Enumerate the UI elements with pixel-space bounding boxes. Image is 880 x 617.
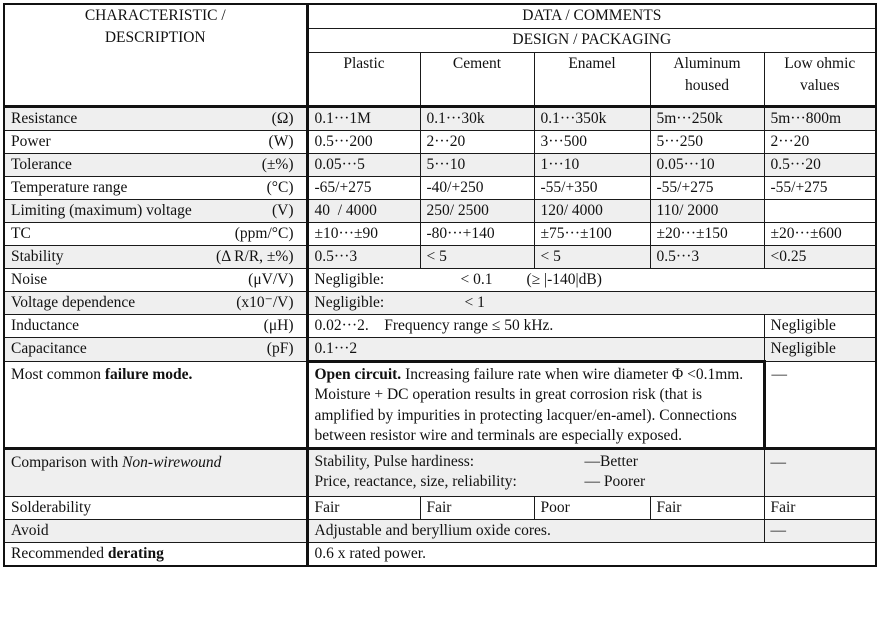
table-cell: ±20···±150	[650, 222, 764, 245]
avoid-low-ohmic: —	[764, 519, 876, 542]
table-cell: 250/ 2500	[420, 199, 534, 222]
noise-text-b: < 0.1	[460, 270, 493, 288]
table-row	[4, 245, 876, 268]
row-label-tolerance: Tolerance (±%)	[4, 153, 307, 176]
row-label-voltage-dependence: Voltage dependence (x10⁻/V)	[4, 291, 307, 314]
failure-mode-low-ohmic: —	[764, 361, 876, 448]
table-cell	[764, 199, 876, 222]
noise-cell	[307, 268, 876, 291]
row-label-stability: Stability (Δ R/R, ±%)	[4, 245, 307, 268]
table-cell: 5···10	[420, 153, 534, 176]
derating-label-bold: derating	[107, 544, 164, 562]
table-row	[4, 268, 876, 291]
table-cell: Fair	[307, 496, 420, 519]
table-cell: Poor	[534, 496, 650, 519]
noise-text-a: Negligible:	[314, 270, 385, 288]
row-label-comparison: Comparison with Non-wirewound	[4, 448, 307, 496]
table-cell: 0.5···3	[307, 245, 420, 268]
table-cell: -55/+350	[534, 176, 650, 199]
column-header-aluminum-housed: Aluminum housed	[650, 52, 764, 106]
voltage-dependence-cell	[307, 291, 876, 314]
table-cell: 120/ 4000	[534, 199, 650, 222]
noise-text-c: (≥ |-140|dB)	[526, 270, 602, 288]
table-cell: Fair	[650, 496, 764, 519]
table-row	[4, 291, 876, 314]
comparison-label-italic: Non-wirewound	[122, 453, 222, 471]
table-row	[4, 337, 876, 361]
table-cell: -40/+250	[420, 176, 534, 199]
table-cell: 3···500	[534, 130, 650, 153]
table-cell: Fair	[420, 496, 534, 519]
column-header-low-ohmic: Low ohmic values	[764, 52, 876, 106]
row-label-solderability: Solderability	[4, 496, 307, 519]
table-cell: < 5	[420, 245, 534, 268]
table-cell: -55/+275	[764, 176, 876, 199]
table-row	[4, 106, 876, 130]
row-label-derating: Recommended derating	[4, 542, 307, 566]
voltage-dep-text-b: < 1	[464, 293, 485, 311]
table-cell: 110/ 2000	[650, 199, 764, 222]
table-cell: 0.1···30k	[420, 106, 534, 130]
table-cell: 0.5···200	[307, 130, 420, 153]
table-row	[4, 519, 876, 542]
data-comments-header: DATA / COMMENTS	[307, 4, 876, 28]
table-cell: ±10···±90	[307, 222, 420, 245]
comparison-line2-b: — Poorer	[584, 472, 646, 490]
table-row	[4, 153, 876, 176]
table-row	[4, 130, 876, 153]
table-row	[4, 496, 876, 519]
column-header-cement: Cement	[420, 52, 534, 106]
comparison-cell	[307, 448, 764, 496]
row-label-temperature-range: Temperature range (°C)	[4, 176, 307, 199]
row-label-inductance: Inductance (μH)	[4, 314, 307, 337]
row-label-capacitance: Capacitance (pF)	[4, 337, 307, 361]
table-cell: 5···250	[650, 130, 764, 153]
characteristic-header	[4, 4, 307, 106]
inductance-low-ohmic: Negligible	[764, 314, 876, 337]
column-header-enamel: Enamel	[534, 52, 650, 106]
failure-mode-cell	[307, 361, 764, 448]
table-cell: 2···20	[420, 130, 534, 153]
capacitance-cell: 0.1···2	[307, 337, 764, 361]
table-cell: 0.1···350k	[534, 106, 650, 130]
characteristic-header-line2: DESCRIPTION	[104, 29, 206, 46]
table-row	[4, 314, 876, 337]
row-label-power: Power (W)	[4, 130, 307, 153]
table-cell: < 5	[534, 245, 650, 268]
failure-mode-bold: Open circuit.	[314, 365, 402, 383]
table-cell: -55/+275	[650, 176, 764, 199]
wirewound-resistor-table	[3, 3, 877, 567]
table-cell: ±20···±600	[764, 222, 876, 245]
table-row	[4, 176, 876, 199]
capacitance-low-ohmic: Negligible	[764, 337, 876, 361]
comparison-line2-a: Price, reactance, size, reliability:	[314, 472, 517, 490]
comparison-low-ohmic: —	[764, 448, 876, 496]
row-label-limiting-voltage: Limiting (maximum) voltage (V)	[4, 199, 307, 222]
table-cell: Fair	[764, 496, 876, 519]
table-cell: 0.5···20	[764, 153, 876, 176]
table-cell: -80···+140	[420, 222, 534, 245]
table-row	[4, 361, 876, 448]
avoid-cell: Adjustable and beryllium oxide cores.	[307, 519, 764, 542]
failure-mode-label-bold: failure mode.	[104, 365, 193, 383]
table-row	[4, 222, 876, 245]
table-cell: 5m···800m	[764, 106, 876, 130]
row-label-failure-mode: Most common failure mode.	[4, 361, 307, 448]
characteristic-header-line1: CHARACTERISTIC /	[84, 7, 226, 24]
row-label-resistance: Resistance (Ω)	[4, 106, 307, 130]
failure-mode-text: Increasing failure rate when wire diameter Φ <0.1mm. Moisture + DC operation results in great corrosion risk (that is amplified by impurities in protecting lacquer/en-amel). Connections between resistor wire and terminals are especially exposed.	[314, 365, 744, 444]
inductance-cell: 0.02···2. Frequency range ≤ 50 kHz.	[307, 314, 764, 337]
design-packaging-header: DESIGN / PACKAGING	[307, 28, 876, 52]
table-cell: 1···10	[534, 153, 650, 176]
table-cell: 0.05···5	[307, 153, 420, 176]
table-cell: -65/+275	[307, 176, 420, 199]
table-cell: 0.5···3	[650, 245, 764, 268]
column-header-plastic: Plastic	[307, 52, 420, 106]
table-cell: 2···20	[764, 130, 876, 153]
table-row	[4, 542, 876, 566]
table-cell: <0.25	[764, 245, 876, 268]
row-label-tc: TC (ppm/°C)	[4, 222, 307, 245]
table-cell: 0.1···1M	[307, 106, 420, 130]
table-row	[4, 199, 876, 222]
comparison-line1-b: —Better	[584, 452, 638, 470]
comparison-line1-a: Stability, Pulse hardiness:	[314, 452, 475, 470]
table-cell: ±75···±100	[534, 222, 650, 245]
row-label-avoid: Avoid	[4, 519, 307, 542]
table-cell: 0.05···10	[650, 153, 764, 176]
derating-cell: 0.6 x rated power.	[307, 542, 876, 566]
voltage-dep-text-a: Negligible:	[314, 293, 385, 311]
table-row	[4, 448, 876, 496]
table-cell: 40 / 4000	[307, 199, 420, 222]
row-label-noise: Noise (μV/V)	[4, 268, 307, 291]
table-cell: 5m···250k	[650, 106, 764, 130]
